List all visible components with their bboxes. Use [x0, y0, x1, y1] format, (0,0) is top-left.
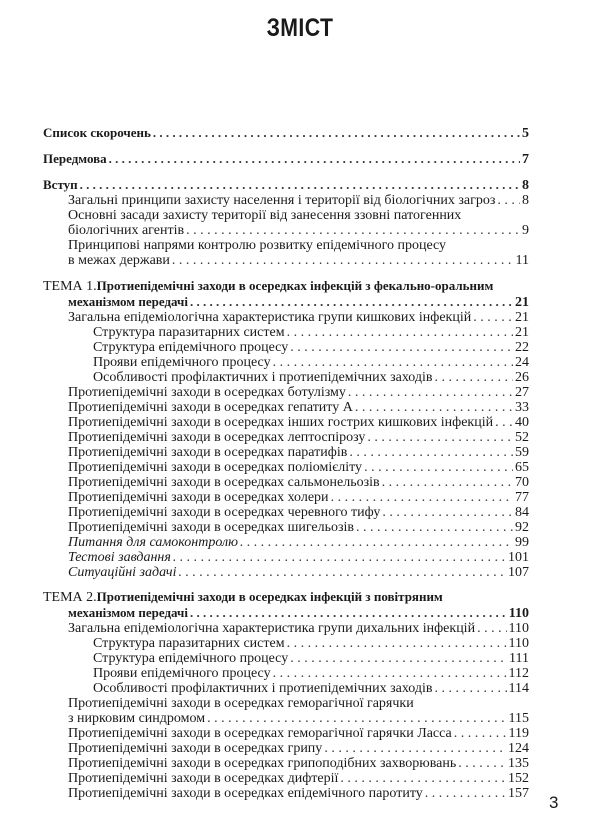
toc-entry[interactable] — [43, 589, 529, 621]
toc-entry-line — [68, 621, 529, 636]
toc-page-number: 112 — [508, 666, 529, 681]
dot-leader — [340, 771, 506, 786]
dot-leader — [382, 505, 513, 520]
toc-entry-title: Основні засади захисту території від занесення ззовні патогенних — [68, 208, 462, 223]
dot-leader — [287, 325, 513, 340]
toc-entry-line — [93, 340, 529, 355]
toc-page-number: 21 — [515, 310, 529, 325]
dot-leader — [172, 253, 514, 268]
toc-entry-title: Структура епідемічного процесу — [93, 651, 289, 666]
toc-entry-line — [93, 636, 529, 651]
toc-entry[interactable] — [43, 771, 529, 786]
toc-entry-title: Протиепідемічні заходи в осередках лептоспірозу — [68, 430, 366, 445]
toc-page-number: 27 — [515, 385, 529, 400]
dot-leader — [473, 310, 513, 325]
toc-topic-prefix: ТЕМА 2. — [43, 590, 97, 605]
toc-page-number: 111 — [509, 651, 529, 666]
toc-section — [43, 151, 529, 167]
toc-entry-line — [68, 550, 529, 565]
dot-leader — [348, 385, 513, 400]
toc-entry-line — [68, 490, 529, 505]
toc-entry-line — [93, 666, 529, 681]
toc-entry-line — [68, 520, 529, 535]
dot-leader — [355, 400, 513, 415]
dot-leader — [367, 430, 513, 445]
toc-entry-title: Протиепідемічні заходи в осередках поліомієліту — [68, 460, 363, 475]
toc-entry[interactable] — [43, 505, 529, 520]
toc-page-number: 21 — [515, 295, 529, 310]
toc-entry[interactable] — [43, 430, 529, 445]
toc-entry-title: Структура паразитарних систем — [93, 325, 285, 340]
toc-entry-line — [68, 741, 529, 756]
toc-page-number: 77 — [515, 490, 529, 505]
toc-entry-line — [68, 223, 529, 238]
toc-entry[interactable] — [43, 177, 529, 193]
toc-entry-title: Особливості профілактичних і протиепідемічних заходів — [93, 681, 433, 696]
toc-entry-line — [93, 370, 529, 385]
dot-leader — [425, 786, 506, 801]
dot-leader — [153, 125, 520, 140]
toc-entry[interactable] — [43, 340, 529, 355]
toc-entry[interactable] — [43, 208, 529, 238]
toc-entry-title: Протиепідемічні заходи в осередках епідемічного паротиту — [68, 786, 423, 801]
toc-entry-line — [93, 681, 529, 696]
toc-entry[interactable] — [43, 370, 529, 385]
dot-leader — [178, 565, 506, 580]
toc-entry-title: Протиепідемічні заходи в осередках паратифів — [68, 445, 348, 460]
toc-entry-line — [68, 445, 529, 460]
dot-leader — [356, 520, 513, 535]
toc-entry-title: Протиепідемічні заходи в осередках черевного тифу — [68, 505, 381, 520]
toc-entry[interactable] — [43, 550, 529, 565]
dot-leader — [364, 460, 513, 475]
toc-entry-title: Загальна епідеміологічна характеристика групи дихальних інфекцій — [68, 621, 476, 636]
dot-leader — [331, 490, 513, 505]
toc-page-number: 84 — [515, 505, 529, 520]
dot-leader — [477, 621, 506, 636]
toc-entry[interactable] — [43, 786, 529, 801]
toc-page-number: 11 — [515, 253, 529, 268]
toc-entry-title: Питання для самоконтролю — [68, 535, 238, 550]
toc-page-number: 124 — [508, 741, 529, 756]
toc-entry[interactable] — [43, 565, 529, 580]
dot-leader — [454, 726, 507, 741]
toc-page-number: 8 — [522, 178, 529, 193]
toc-entry[interactable] — [43, 490, 529, 505]
toc-entry-line — [68, 565, 529, 580]
toc-entry-title: Тестові завдання — [68, 550, 171, 565]
toc-entry-line — [68, 385, 529, 400]
toc-entry-title: Загальні принципи захисту населення і території від біологічних загроз — [68, 193, 496, 208]
dot-leader — [186, 223, 520, 238]
toc-entry-title: Структура епідемічного процесу — [93, 340, 289, 355]
toc-entry-line — [93, 355, 529, 370]
toc-page-number: 40 — [515, 415, 529, 430]
toc-entry-line — [68, 756, 529, 771]
dot-leader — [324, 741, 506, 756]
toc-page-number: 59 — [515, 445, 529, 460]
toc-topic-prefix: ТЕМА 1. — [43, 279, 97, 294]
toc-entry-title: Особливості профілактичних і протиепідемічних заходів — [93, 370, 433, 385]
toc-entry[interactable] — [43, 696, 529, 726]
toc-section — [43, 589, 529, 801]
toc-entry-title: Загальна епідеміологічна характеристика групи кишкових інфекцій — [68, 310, 472, 325]
toc-entry[interactable] — [43, 475, 529, 490]
table-of-contents — [43, 125, 529, 810]
toc-entry-title: Протиепідемічні заходи в осередках інфекцій з фекально-оральним — [96, 278, 494, 293]
toc-entry-line — [43, 278, 529, 294]
toc-page-number: 107 — [508, 565, 529, 580]
dot-leader — [173, 550, 506, 565]
toc-entry-line — [68, 786, 529, 801]
toc-entry-line — [68, 505, 529, 520]
dot-leader — [273, 355, 513, 370]
toc-entry-title: Структура паразитарних систем — [93, 636, 285, 651]
toc-entry-title: Протиепідемічні заходи в осередках дифтерії — [68, 771, 339, 786]
toc-entry-title: Список скорочень — [43, 125, 151, 140]
toc-entry[interactable] — [43, 726, 529, 741]
dot-leader — [290, 651, 507, 666]
toc-entry[interactable] — [43, 400, 529, 415]
dot-leader — [349, 445, 513, 460]
toc-entry-title: біологічних агентів — [68, 223, 185, 238]
toc-entry[interactable] — [43, 535, 529, 550]
toc-page-number: 114 — [508, 681, 529, 696]
toc-entry[interactable] — [43, 385, 529, 400]
toc-page-number: 110 — [508, 621, 529, 636]
toc-page-number: 8 — [522, 193, 529, 208]
toc-entry[interactable] — [43, 636, 529, 651]
toc-entry[interactable] — [43, 520, 529, 535]
toc-entry[interactable] — [43, 125, 529, 141]
toc-entry-title: з нирковим синдромом — [68, 711, 206, 726]
toc-entry-title: Протиепідемічні заходи в осередках інших гострих кишкових інфекцій — [68, 415, 494, 430]
toc-entry-title: Протиепідемічні заходи в осередках геморагічної гарячки — [68, 696, 414, 711]
toc-page-number: 70 — [515, 475, 529, 490]
toc-entry-line — [68, 253, 529, 268]
toc-entry-line — [68, 535, 529, 550]
dot-leader — [435, 681, 507, 696]
toc-page-number: 33 — [515, 400, 529, 415]
toc-entry-line — [68, 400, 529, 415]
dot-leader — [287, 636, 507, 651]
toc-entry[interactable] — [43, 756, 529, 771]
toc-entry-line — [43, 605, 529, 621]
toc-entry[interactable] — [43, 666, 529, 681]
toc-entry[interactable] — [43, 651, 529, 666]
toc-entry-line — [43, 589, 529, 605]
toc-entry-title: в межах держави — [68, 253, 170, 268]
toc-page-number: 152 — [508, 771, 529, 786]
toc-entry[interactable] — [43, 621, 529, 636]
toc-entry-line — [68, 430, 529, 445]
toc-entry-line — [68, 771, 529, 786]
toc-entry-title: Принципові напрями контролю розвитку епідемічного процесу — [68, 238, 447, 253]
toc-entry-line — [68, 726, 529, 741]
dot-leader — [497, 193, 520, 208]
toc-entry[interactable] — [43, 741, 529, 756]
toc-page-number: 7 — [522, 152, 529, 167]
toc-entry-line — [68, 415, 529, 430]
toc-entry[interactable] — [43, 310, 529, 325]
toc-entry-line — [68, 460, 529, 475]
toc-page-number: 9 — [522, 223, 529, 238]
toc-entry-line — [68, 193, 529, 208]
toc-entry[interactable] — [43, 445, 529, 460]
toc-entry-title: Протиепідемічні заходи в осередках геморагічної гарячки Ласса — [68, 726, 452, 741]
toc-page-number: 5 — [522, 126, 529, 141]
toc-page-number: 135 — [508, 756, 529, 771]
toc-page-number: 101 — [508, 550, 529, 565]
toc-entry-title: Протиепідемічні заходи в осередках гепатиту А — [68, 400, 353, 415]
toc-entry-line — [43, 294, 529, 310]
page-title: ЗМІСТ — [266, 14, 334, 42]
toc-entry-line — [68, 475, 529, 490]
toc-entry-title: механізмом передачі — [68, 605, 188, 620]
toc-page-number: 24 — [515, 355, 529, 370]
toc-entry[interactable] — [43, 151, 529, 167]
toc-entry-title: Протиепідемічні заходи в осередках грипоподібних захворювань — [68, 756, 457, 771]
toc-section — [43, 177, 529, 268]
toc-entry-title: Протиепідемічні заходи в осередках ботулізму — [68, 385, 346, 400]
toc-page-number: 52 — [515, 430, 529, 445]
dot-leader — [109, 151, 520, 166]
toc-entry-line — [43, 177, 529, 193]
page-number: 3 — [549, 793, 559, 812]
toc-entry-title: Ситуаційні задачі — [68, 565, 177, 580]
toc-entry[interactable] — [43, 460, 529, 475]
dot-leader — [273, 666, 507, 681]
toc-page-number: 119 — [508, 726, 529, 741]
toc-page-number: 157 — [508, 786, 529, 801]
toc-entry-line — [43, 151, 529, 167]
toc-entry[interactable] — [43, 278, 529, 310]
toc-page-number: 110 — [508, 606, 529, 621]
toc-page-number: 21 — [515, 325, 529, 340]
toc-entry-title: Протиепідемічні заходи в осередках інфекцій з повітряним — [96, 589, 443, 604]
toc-entry-line — [68, 208, 529, 223]
toc-entry[interactable] — [43, 238, 529, 268]
toc-entry-title: Передмова — [43, 151, 107, 166]
toc-page-number: 110 — [508, 636, 529, 651]
toc-entry-line — [68, 238, 529, 253]
toc-page-number: 99 — [515, 535, 529, 550]
dot-leader — [190, 294, 513, 309]
toc-entry-line — [68, 711, 529, 726]
toc-entry-line — [68, 310, 529, 325]
toc-entry-title: механізмом передачі — [68, 294, 188, 309]
dot-leader — [435, 370, 513, 385]
toc-entry[interactable] — [43, 193, 529, 208]
toc-entry-title: Протиепідемічні заходи в осередках холери — [68, 490, 329, 505]
toc-entry-title: Протиепідемічні заходи в осередках сальмонельозів — [68, 475, 380, 490]
dot-leader — [382, 475, 513, 490]
dot-leader — [458, 756, 506, 771]
toc-entry[interactable] — [43, 325, 529, 340]
toc-entry-line — [93, 325, 529, 340]
dot-leader — [290, 340, 513, 355]
toc-page-number: 115 — [508, 711, 529, 726]
toc-entry[interactable] — [43, 681, 529, 696]
toc-page-number: 22 — [515, 340, 529, 355]
toc-entry-line — [93, 651, 529, 666]
toc-entry-title: Протиепідемічні заходи в осередках шигельозів — [68, 520, 355, 535]
toc-page-number: 26 — [515, 370, 529, 385]
toc-entry-title: Протиепідемічні заходи в осередках грипу — [68, 741, 323, 756]
toc-entry-line — [43, 125, 529, 141]
toc-entry-title: Вступ — [43, 177, 78, 192]
dot-leader — [240, 535, 513, 550]
dot-leader — [80, 177, 520, 192]
toc-section — [43, 125, 529, 141]
toc-entry[interactable] — [43, 415, 529, 430]
toc-entry-title: Прояви епідемічного процесу — [93, 666, 271, 681]
toc-page-number: 92 — [515, 520, 529, 535]
dot-leader — [190, 605, 507, 620]
toc-section — [43, 278, 529, 580]
dot-leader — [495, 415, 513, 430]
toc-page-number: 65 — [515, 460, 529, 475]
toc-entry-title: Прояви епідемічного процесу — [93, 355, 271, 370]
toc-entry-line — [68, 696, 529, 711]
dot-leader — [207, 711, 506, 726]
toc-entry[interactable] — [43, 355, 529, 370]
